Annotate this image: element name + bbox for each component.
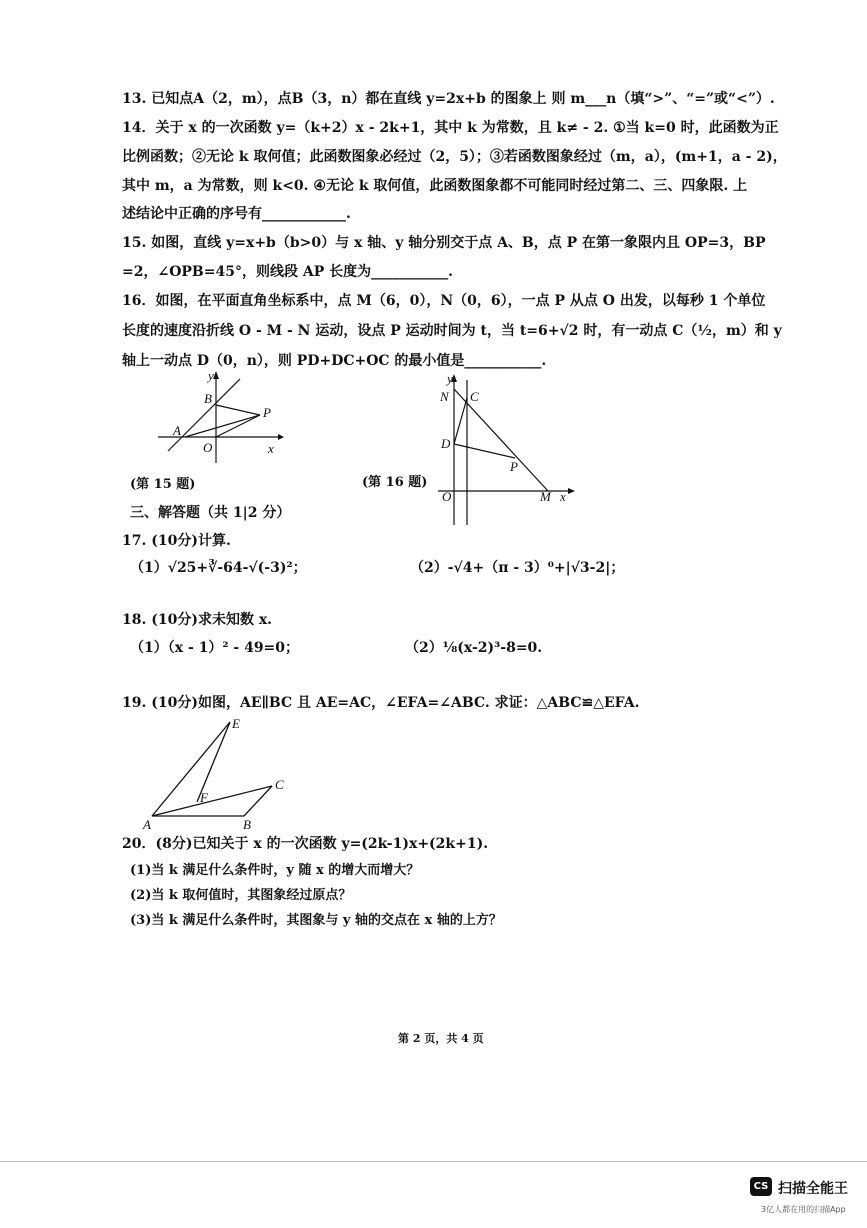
question-18-part-1: （1）（x - 1）² - 49=0； [130, 640, 300, 656]
fig15-x-arrow [278, 434, 284, 440]
fig15-label-y: y [208, 368, 214, 383]
fig19-label-a: A [143, 817, 151, 832]
camscanner-logo-icon: CS [750, 1177, 772, 1196]
question-17-part-1: （1）√25+∛-64-√(-3)²； [130, 560, 307, 576]
question-14-line-4: 述结论中正确的序号有____________. [122, 206, 351, 222]
question-16-line-1: 16．如图，在平面直角坐标系中，点 M（6，0），N（0，6），一点 P 从点 O 出发，以每秒 1 个单位 [122, 293, 766, 309]
camscanner-slogan: 3亿人都在用的扫描App [761, 1205, 846, 1214]
question-16-line-2: 长度的速度沿折线 O - M - N 运动，设点 P 运动时间为 t，当 t=6+√2 时，有一动点 C（½，m）和 y [122, 323, 782, 339]
fig15-label-x: x [268, 441, 274, 456]
question-14-line-1: 14．关于 x 的一次函数 y=（k+2）x - 2k+1，其中 k 为常数，且 k≠ - 2. ①当 k=0 时，此函数为正 [122, 120, 779, 136]
fig16-label-p: P [510, 459, 518, 474]
fig19-segment-ac [152, 786, 272, 816]
fig16-label-n: N [440, 389, 449, 404]
fig19-label-b: B [243, 817, 251, 832]
camscanner-brand: 扫描全能王 [778, 1181, 848, 1197]
fig15-segment-bp [216, 405, 260, 415]
fig15-label-o: O [203, 440, 213, 455]
question-19: 19. (10分)如图，AE∥BC 且 AE=AC，∠EFA=∠ABC. 求证：△ABC≌△EFA. [122, 695, 640, 711]
fig16-segment-nm [454, 389, 548, 491]
fig15-label-b: B [204, 391, 212, 406]
question-17: 17. (10分)计算. [122, 533, 231, 549]
fig16-label-x: x [560, 489, 566, 504]
question-15-line-1: 15. 如图，直线 y=x+b（b>0）与 x 轴、y 轴分别交于点 A、B，点 P 在第一象限内且 OP=3，BP [122, 235, 766, 251]
fig16-segment-dc [454, 398, 467, 444]
figure-15 [150, 365, 290, 465]
fig19-label-f: F [200, 790, 208, 805]
question-18: 18. (10分)求未知数 x. [122, 612, 273, 628]
figure-19 [140, 712, 300, 837]
question-20-part-1: (1)当 k 满足什么条件时，y 随 x 的增大而增大？ [130, 863, 420, 878]
question-16-line-3: 轴上一动点 D（0，n），则 PD+DC+OC 的最小值是___________. [122, 353, 547, 369]
fig19-label-e: E [232, 716, 240, 731]
question-20-part-2: (2)当 k 取何值时，其图象经过原点？ [130, 888, 352, 903]
question-20-part-3: (3)当 k 满足什么条件时，其图象与 y 轴的交点在 x 轴的上方？ [130, 913, 502, 928]
fig19-segment-bc [244, 786, 272, 816]
page-number: 第 2 页，共 4 页 [398, 1032, 484, 1045]
question-17-part-2: （2）-√4+（π - 3）⁰+|√3-2|； [410, 560, 625, 576]
question-20: 20．(8分)已知关于 x 的一次函数 y=(2k-1)x+(2k+1). [122, 836, 489, 852]
fig16-label-d: D [441, 436, 451, 451]
fig19-label-c: C [275, 777, 284, 792]
fig16-label-o: O [442, 489, 452, 504]
question-14-line-2: 比例函数；②无论 k 取何值；此函数图象必经过（2，5）；③若函数图象经过（m，a），(m+1，a - 2)， [122, 149, 787, 165]
fig16-label-c: C [470, 389, 479, 404]
figure-16-caption: (第 16 题) [362, 475, 428, 490]
question-15-line-2: =2，∠OPB=45°，则线段 AP 长度为___________. [122, 264, 453, 280]
fig16-x-arrow [568, 488, 575, 494]
fig16-label-m: M [540, 489, 551, 504]
section-3-heading: 三、解答题（共 1|2 分） [130, 505, 291, 521]
question-18-part-2: （2）⅛(x-2)³-8=0. [405, 640, 543, 656]
footer-divider [0, 1161, 867, 1162]
fig15-label-p: P [263, 405, 271, 420]
fig19-segment-ae [152, 722, 230, 816]
question-13: 13. 已知点A（2，m），点B（3，n）都在直线 y=2x+b 的图象上 则 m___n（填“>”、“=”或“<”）. [122, 91, 775, 107]
fig15-label-a: A [173, 423, 181, 438]
fig16-label-y: y [447, 371, 453, 386]
question-14-line-3: 其中 m，a 为常数，则 k<0. ④无论 k 取何值，此函数图象都不可能同时经过第二、三、四象限. 上 [122, 178, 748, 194]
figure-16 [430, 370, 580, 530]
fig15-y-arrow [213, 371, 219, 379]
figure-15-caption: (第 15 题) [130, 477, 196, 492]
